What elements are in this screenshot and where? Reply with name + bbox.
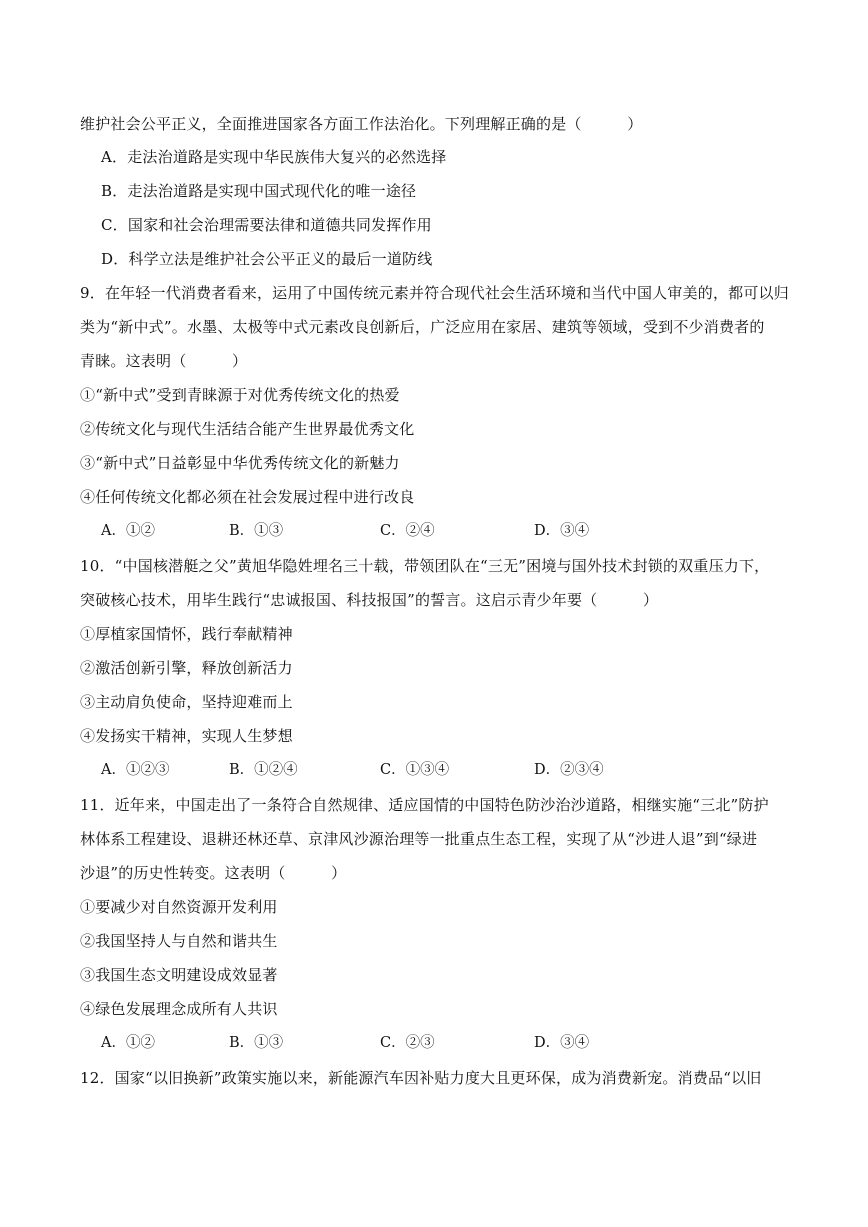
q9-statement-2: ②传统文化与现代生活结合能产生世界最优秀文化 [80, 420, 415, 438]
q10-choice-d[interactable]: D．②③④ [534, 762, 604, 778]
q9-choice-b[interactable]: B．①③ [229, 523, 284, 539]
q11-statement-1: ①要减少对自然资源开发利用 [80, 898, 278, 916]
q10-statement-1: ①厚植家国情怀，践行奉献精神 [80, 625, 293, 643]
q11-stem-line-2: 林体系工程建设、退耕还林还草、京津风沙源治理等一批重点生态工程，实现了从“沙进人退”到“绿进 [80, 830, 758, 848]
q11-statement-2: ②我国坚持人与自然和谐共生 [80, 932, 278, 950]
q10-choice-b[interactable]: B．①②④ [229, 762, 298, 778]
q10-statement-2: ②激活创新引擎，释放创新活力 [80, 659, 293, 677]
q9-choice-c[interactable]: C．②④ [380, 523, 435, 539]
q9-stem-line-2: 类为“新中式”。水墨、太极等中式元素改良创新后，广泛应用在家居、建筑等领域，受到不少消费者的 [80, 318, 765, 336]
q9-statement-4: ④任何传统文化都必须在社会发展过程中进行改良 [80, 488, 415, 506]
q11-choice-c[interactable]: C．②③ [380, 1035, 435, 1051]
q10-stem-line-2: 突破核心技术，用毕生践行“忠诚报国、科技报国”的誓言。这启示青少年要（ ） [80, 591, 659, 609]
q9-stem-line-3: 青睐。这表明（ ） [80, 352, 248, 370]
q11-statement-4: ④绿色发展理念成所有人共识 [80, 1000, 278, 1018]
q11-stem-line-1: 11．近年来，中国走出了一条符合自然规律、适应国情的中国特色防沙治沙道路，相继实施“三北”防护 [80, 796, 769, 814]
q9-statement-1: ①“新中式”受到青睐源于对优秀传统文化的热爱 [80, 386, 400, 404]
q8-option-d[interactable]: D．科学立法是维护社会公平正义的最后一道防线 [101, 250, 433, 268]
q11-stem-line-3: 沙退”的历史性转变。这表明（ ） [80, 864, 347, 882]
q12-stem-line-1: 12．国家“以旧换新”政策实施以来，新能源汽车因补贴力度大且更环保，成为消费新宠。消费品“以旧 [80, 1069, 762, 1087]
q11-choice-d[interactable]: D．③④ [534, 1035, 590, 1051]
q10-choice-c[interactable]: C．①③④ [380, 762, 450, 778]
q9-statement-3: ③“新中式”日益彰显中华优秀传统文化的新魅力 [80, 454, 400, 472]
q8-option-a[interactable]: A．走法治道路是实现中华民族伟大复兴的必然选择 [101, 148, 447, 166]
q10-stem-line-1: 10．“中国核潜艇之父”黄旭华隐姓埋名三十载，带领团队在“三无”困境与国外技术封锁的双重压力下， [80, 557, 770, 575]
q8-option-b[interactable]: B．走法治道路是实现中国式现代化的唯一途径 [101, 182, 417, 200]
q9-choice-a[interactable]: A．①② [101, 523, 155, 539]
q8-option-c[interactable]: C．国家和社会治理需要法律和道德共同发挥作用 [101, 216, 432, 234]
q9-stem-line-1: 9．在年轻一代消费者看来，运用了中国传统元素并符合现代社会生活环境和当代中国人审美的，都可以归 [80, 284, 789, 302]
q11-choice-b[interactable]: B．①③ [229, 1035, 284, 1051]
q10-statement-3: ③主动肩负使命，坚持迎难而上 [80, 693, 293, 711]
q9-choice-d[interactable]: D．③④ [534, 523, 590, 539]
q11-statement-3: ③我国生态文明建设成效显著 [80, 966, 278, 984]
q10-statement-4: ④发扬实干精神，实现人生梦想 [80, 727, 293, 745]
q11-choice-a[interactable]: A．①② [101, 1035, 155, 1051]
q10-choice-a[interactable]: A．①②③ [101, 762, 170, 778]
q8-stem-tail: 维护社会公平正义，全面推进国家各方面工作法治化。下列理解正确的是（ ） [80, 115, 643, 133]
